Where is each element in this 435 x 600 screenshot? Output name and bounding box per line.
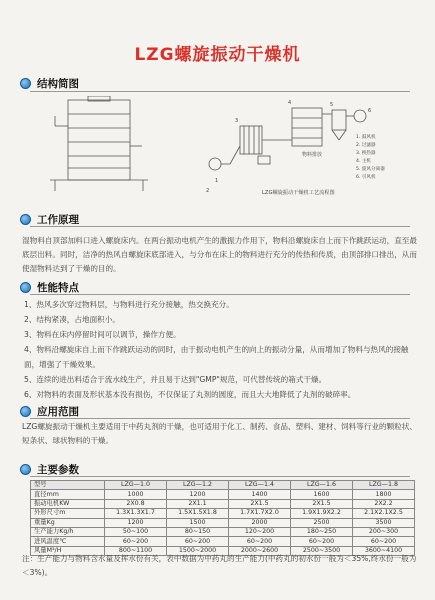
table-cell: 2X2.2 [353,499,415,508]
table-cell: 1.9X1.9X2.2 [291,509,353,518]
table-cell: 2X1.5 [291,499,353,508]
table-header-row [31,481,415,490]
table-cell: 2500~3500 [291,546,353,555]
section-bullet-icon [20,406,31,417]
divider [30,418,410,419]
dryer-main-machine [50,96,148,191]
table-note: 注：生产能力与物料含水量及挥水份有关，表中数据为中药丸的生产能力(中药丸的初水份一般为＜35%,终水份一般为＜3%)。 [22,554,417,577]
section-parameters-title: 主要参数 [37,464,79,476]
table-cell: 60~200 [105,537,167,546]
section-features [20,280,79,295]
process-flow-diagram [209,108,366,170]
table-cell: 2000 [229,518,291,527]
feature-item: 1、热风多次穿过物料层，与物料进行充分接触，热交换充分。 [24,300,234,309]
table-cell: 2000~2600 [229,546,291,555]
diagram-number-2: 2 [206,188,210,194]
legend-item: 6. 引风机 [356,175,376,180]
table-cell: 2X1.5 [229,499,291,508]
page-title: LZG螺旋振动干燥机 [134,45,301,65]
feature-item: 4、物料沿螺旋床自上而下作跳跃运动的同时，由于振动电机产生的向上的振动分量，从而增加了物料与热风的接触面，增强了干燥效果。 [24,345,409,369]
diagram-legend [356,133,385,180]
table-header-cell: LZG—1.8 [353,481,415,490]
table-cell: 3500 [353,518,415,527]
feature-item: 6、对物料的表面及形状基本没有损伤，不仅保证了丸剂的圆度，而且大大地降低了丸剂的破碎率。 [24,390,356,399]
table-cell: 3600~4100 [353,546,415,555]
diagram-inlet-label: 物料排放 [302,152,323,158]
table-cell: 风量M³/H [31,546,105,555]
table-cell: 1600 [291,490,353,499]
table-cell: 2500 [291,518,353,527]
feature-item: 3、物料在床内停留时间可以调节，操作方便。 [24,330,181,339]
section-structure-title: 结构简图 [37,78,79,90]
divider [30,226,410,227]
table-cell: 直径mm [31,490,105,499]
divider [30,294,410,295]
parameters-table [30,480,415,556]
section-principle [20,212,79,227]
table-cell: 80~150 [167,527,229,536]
divider [30,476,410,477]
table-cell: 1.3X1.3X1.7 [105,509,167,518]
applications-text: LZG螺旋振动干燥机主要适用于中药丸剂的干燥，也可适用于化工、制药、食品、塑料、建材、饲料等行业的颗粒状、短条状、球状物料的干燥。 [22,422,417,445]
table-header-cell: LZG—1.6 [291,481,353,490]
legend-item: 2. 过滤器 [356,143,376,148]
divider [30,91,410,92]
section-bullet-icon [20,214,31,225]
section-bullet-icon [20,464,31,475]
table-row [31,537,415,546]
table-cell: 1000 [105,490,167,499]
section-features-title: 性能特点 [37,282,79,294]
table-cell: 1500~2000 [167,546,229,555]
section-structure [20,76,79,91]
section-bullet-icon [20,282,31,293]
features-list [22,297,417,402]
diagram-number-4: 4 [288,100,292,106]
feature-item: 5、连续的进出料适合于流水线生产，并且易于达到"GMP"规范，可代替传统的箱式干燥。 [24,375,327,384]
legend-item: 3. 换热器 [356,151,376,156]
table-cell: 振动电机KW [31,499,105,508]
table-cell: 1200 [105,518,167,527]
table-cell: 60~200 [291,537,353,546]
diagram-number-6: 6 [368,108,372,114]
table-cell: 1800 [353,490,415,499]
table-cell: 1.7X1.7X2.0 [229,509,291,518]
table-row [31,499,415,508]
table-cell: 1200 [167,490,229,499]
diagram-caption: LZG螺旋振动干燥机工艺流程图 [262,190,335,196]
table-cell: 2X1.1 [167,499,229,508]
table-header-cell: LZG—1.0 [105,481,167,490]
table-cell: 生产能力Kg/h [31,527,105,536]
section-bullet-icon [20,78,31,89]
table-header-cell: LZG—1.2 [167,481,229,490]
legend-item: 4. 主机 [356,159,372,164]
section-applications-title: 应用范围 [37,406,79,418]
table-cell: 60~200 [229,537,291,546]
legend-item: 1. 鼓风机 [356,135,376,140]
legend-item: 5. 旋风分离器 [356,167,385,172]
table-cell: 1500 [167,518,229,527]
table-cell: 2X0.8 [105,499,167,508]
table-cell: 800~1100 [105,546,167,555]
table-cell: 1.5X1.5X1.8 [167,509,229,518]
table-header-cell: LZG—1.4 [229,481,291,490]
section-principle-title: 工作原理 [37,214,79,226]
table-cell: 180~250 [291,527,353,536]
diagram-number-3: 3 [235,118,239,124]
section-parameters [20,462,79,477]
table-row [31,509,415,518]
diagram-number-1: 1 [215,178,219,184]
table-cell: 外形尺寸m [31,509,105,518]
table-row [31,490,415,499]
table-cell: 进风温度℃ [31,537,105,546]
feature-item: 2、结构紧凑，占地面积小。 [24,315,120,324]
diagram-number-5: 5 [330,102,334,108]
section-applications [20,404,79,419]
table-cell: 120~200 [229,527,291,536]
table-cell: 重量Kg [31,518,105,527]
table-cell: 1400 [229,490,291,499]
table-header-cell: 型号 [31,481,105,490]
table-cell: 60~200 [353,537,415,546]
table-row [31,518,415,527]
table-row [31,527,415,536]
principle-text: 湿物料自顶部加料口进入螺旋床内。在两台振动电机产生的激振力作用下，物料沿螺旋床自上而下作跳跃运动，直至最底层出料。同时，洁净的热风自螺旋床底部进入，与分布在床上的物料进行充分的传热和传质，由顶部排口排出，从而使湿物料达到了干燥的目的。 [22,236,417,273]
structure-diagram [30,96,410,208]
table-cell: 2.1X2.1X2.5 [353,509,415,518]
table-cell: 200~300 [353,527,415,536]
table-cell: 50~100 [105,527,167,536]
table-cell: 60~200 [167,537,229,546]
